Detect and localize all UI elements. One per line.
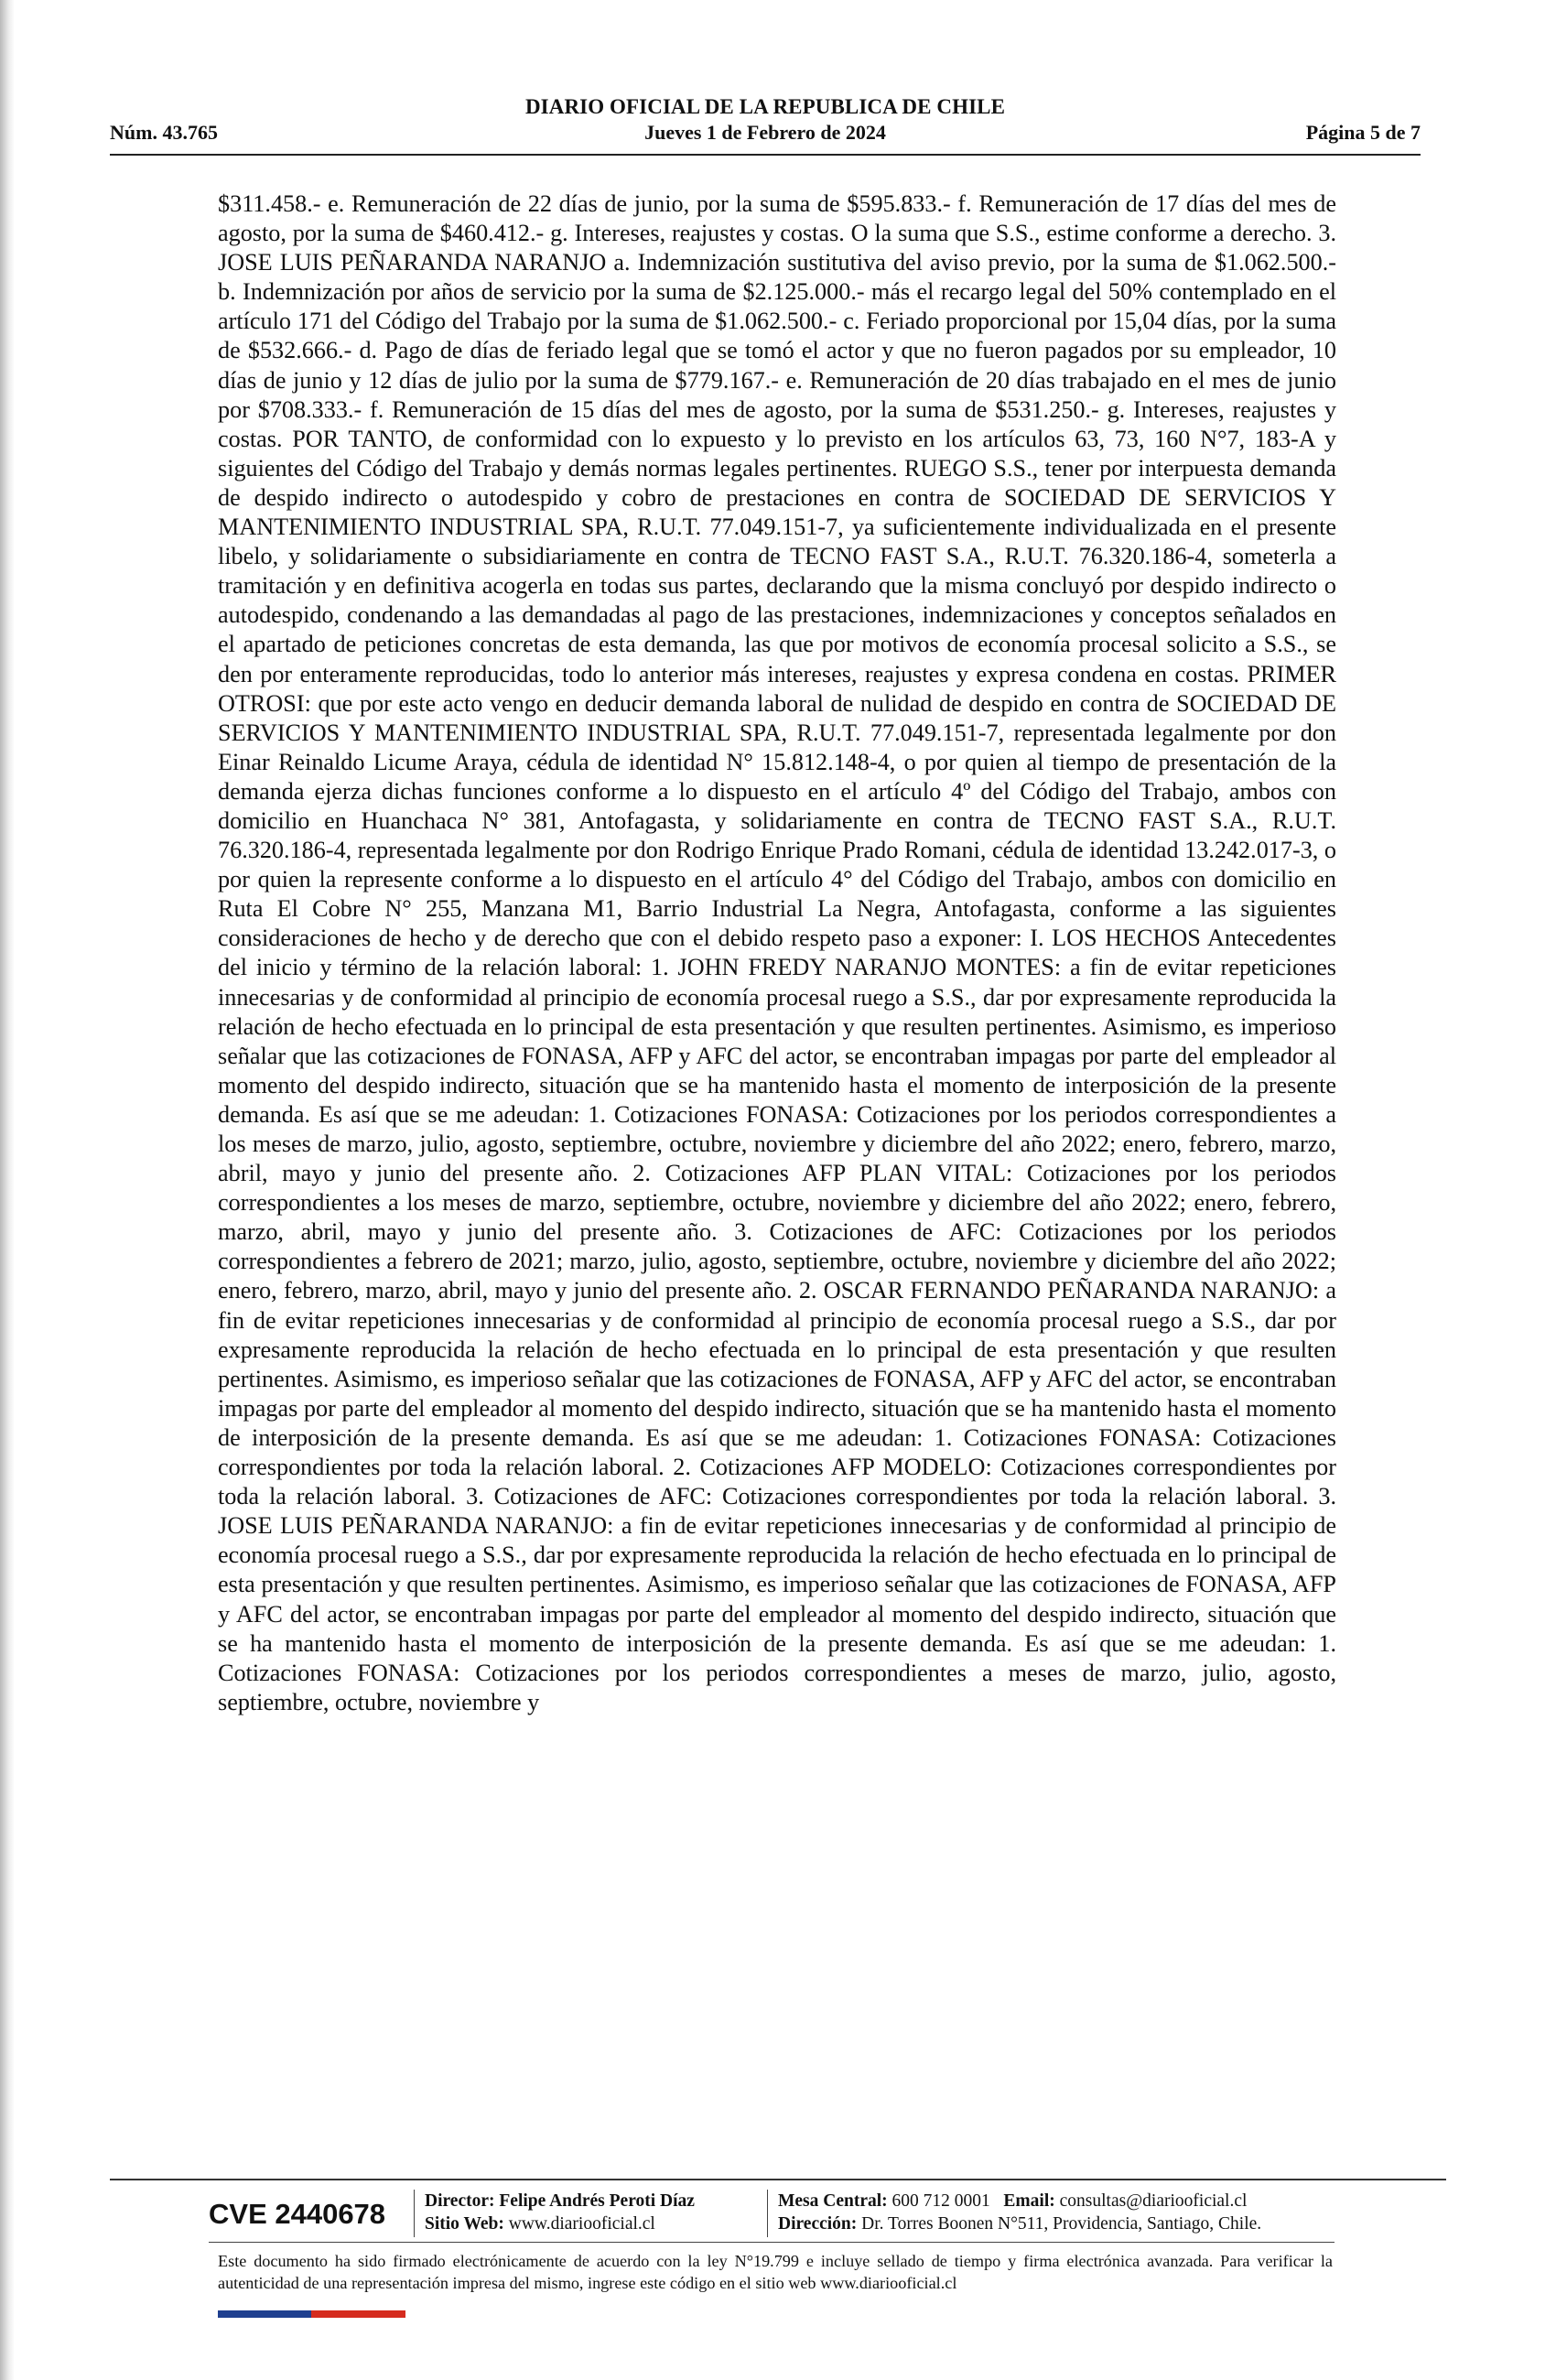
website-line — [425, 2212, 695, 2235]
footer-separator — [414, 2190, 415, 2237]
footer-inner-divider — [209, 2242, 1334, 2243]
director-line — [425, 2190, 695, 2212]
footer-separator — [767, 2190, 768, 2237]
email-link[interactable]: consultas@diariooficial.cl — [1059, 2191, 1248, 2211]
footer-director-block — [425, 2190, 695, 2235]
issue-date: Jueves 1 de Febrero de 2024 — [644, 121, 886, 144]
flag-red-segment — [311, 2310, 405, 2318]
publication-title: DIARIO OFICIAL DE LA REPUBLICA DE CHILE — [524, 95, 1006, 118]
address-text: Dr. Torres Boonen N°511, Providencia, Santiago, Chile. — [861, 2214, 1262, 2234]
phone-number: 600 712 0001 — [891, 2191, 990, 2211]
footer-divider — [110, 2179, 1446, 2180]
flag-blue-segment — [218, 2310, 311, 2318]
address-label: Dirección: — [778, 2214, 858, 2234]
director-name: Felipe Andrés Peroti Díaz — [499, 2191, 695, 2211]
footer-contact-block — [778, 2190, 1261, 2235]
address-line — [778, 2212, 1261, 2235]
body-text: $311.458.- e. Remuneración de 22 días de junio, por la suma de $595.833.- f. Remuneración de 17 días del mes de agosto, por la suma de $460.412.- g. Intereses, reajustes y costas. O la suma que S.S., estime conforme a derecho. 3. JOSE LUIS PEÑARANDA NARANJO a. Indemnización sustitutiva del aviso previo, por la suma de $1.062.500.- b. Indemnización por años de servicio por la suma de $2.125.000.- más el recargo legal del 50% contemplado en el artículo 171 del Código del Trabajo por la suma de $1.062.500.- c. Feriado proporcional por 15,04 días, por la suma de $532.666.- d. Pago de días de feriado legal que se tomó el actor y que no fueron pagados por su empleador, 10 días de junio y 12 días de julio por la suma de $779.167.- e. Remuneración de 20 días trabajado en el mes de junio por $708.333.- f. Remuneración de 15 días del mes de agosto, por la suma de $531.250.- g. Intereses, reajustes y costas. POR TANTO, de conformidad con lo expuesto y lo previsto en los artículos 63, 73, 160 N°7, 183-A y siguientes del Código del Trabajo y demás normas legales pertinentes. RUEGO S.S., tener por interpuesta demanda de despido indirecto o autodespido y cobro de prestaciones en contra de SOCIEDAD DE SERVICIOS Y MANTENIMIENTO INDUSTRIAL SPA, R.U.T. 77.049.151-7, ya suficientemente individualizada en el presente libelo, y solidariamente o subsidiariamente en contra de TECNO FAST S.A., R.U.T. 76.320.186-4, someterla a tramitación y en definitiva acogerla en todas sus partes, declarando que la misma concluyó por despido indirecto o autodespido, condenando a las demandadas al pago de las prestaciones, indemnizaciones y conceptos señalados en el apartado de peticiones concretas de esta demanda, las que por motivos de economía procesal solicito a S.S., se den por enteramente reproducidas, todo lo anterior más intereses, reajustes y expresa condena en costas. PRIMER OTROSI: que por este acto vengo en deducir demanda laboral de nulidad de despido en contra de SOCIEDAD DE SERVICIOS Y MANTENIMIENTO INDUSTRIAL SPA, R.U.T. 77.049.151-7, representada legalmente por don Einar Reinaldo Licume Araya, cédula de identidad N° 15.812.148-4, o por quien al tiempo de presentación de la demanda ejerza dichas funciones conforme a lo dispuesto en el artículo 4º del Código del Trabajo, ambos con domicilio en Huanchaca N° 381, Antofagasta, y solidariamente en contra de TECNO FAST S.A., R.U.T. 76.320.186-4, representada legalmente por don Rodrigo Enrique Prado Romani, cédula de identidad 13.242.017-3, o por quien la represente conforme a lo dispuesto en el artículo 4° del Código del Trabajo, ambos con domicilio en Ruta El Cobre N° 255, Manzana M1, Barrio Industrial La Negra, Antofagasta, conforme a las siguientes consideraciones de hecho y de derecho que con el debido respeto paso a exponer: I. LOS HECHOS Antecedentes del inicio y término de la relación laboral: 1. JOHN FREDY NARANJO MONTES: a fin de evitar repeticiones innecesarias y de conformidad al principio de economía procesal ruego a S.S., dar por expresamente reproducida la relación de hecho efectuada en lo principal de esta presentación y que resulten pertinentes. Asimismo, es imperioso señalar que las cotizaciones de FONASA, AFP y AFC del actor, se encontraban impagas por parte del empleador al momento del despido indirecto, situación que se ha mantenido hasta el momento de interposición de la presente demanda. Es así que se me adeudan: 1. Cotizaciones FONASA: Cotizaciones por los periodos correspondientes a los meses de marzo, julio, agosto, septiembre, octubre, noviembre y diciembre del año 2022; enero, febrero, marzo, abril, mayo y junio del presente año. 2. Cotizaciones AFP PLAN VITAL: Cotizaciones por los periodos correspondientes a los meses de marzo, septiembre, octubre, noviembre y diciembre del año 2022; enero, febrero, marzo, abril, mayo y junio del presente año. 3. Cotizaciones de AFC: Cotizaciones por los periodos correspondientes a febrero de 2021; marzo, julio, agosto, septiembre, octubre, noviembre y diciembre del año 2022; enero, febrero, marzo, abril, mayo y junio del presente año. 2. OSCAR FERNANDO PEÑARANDA NARANJO: a fin de evitar repeticiones innecesarias y de conformidad al principio de economía procesal ruego a S.S., dar por expresamente reproducida la relación de hecho efectuada en lo principal de esta presentación y que resulten pertinentes. Asimismo, es imperioso señalar que las cotizaciones de FONASA, AFP y AFC del actor, se encontraban impagas por parte del empleador al momento del despido indirecto, situación que se ha mantenido hasta el momento de interposición de la presente demanda. Es así que se me adeudan: 1. Cotizaciones FONASA: Cotizaciones correspondientes por toda la relación laboral. 2. Cotizaciones AFP MODELO: Cotizaciones correspondientes por toda la relación laboral. 3. Cotizaciones de AFC: Cotizaciones correspondientes por toda la relación laboral. 3. JOSE LUIS PEÑARANDA NARANJO: a fin de evitar repeticiones innecesarias y de conformidad al principio de economía procesal ruego a S.S., dar por expresamente reproducida la relación de hecho efectuada en lo principal de esta presentación y que resulten pertinentes. Asimismo, es imperioso señalar que las cotizaciones de FONASA, AFP y AFC del actor, se encontraban impagas por parte del empleador al momento del despido indirecto, situación que se ha mantenido hasta el momento de interposición de la presente demanda. Es así que se me adeudan: 1. Cotizaciones FONASA: Cotizaciones por los periodos correspondientes a meses de marzo, julio, agosto, septiembre, octubre, noviembre y — [218, 190, 1336, 1715]
website-link[interactable]: www.diariooficial.cl — [508, 2214, 655, 2234]
legal-notice: Este documento ha sido firmado electrónicamente de acuerdo con la ley N°19.799 e incluye sellado de tiempo y firma electrónica avanzada. Para verificar la autenticidad de una representación impresa del mismo, ingrese este código en el sitio web www.diariooficial.cl — [218, 2252, 1333, 2292]
issue-number: Núm. 43.765 — [110, 121, 218, 144]
header-divider — [110, 154, 1421, 156]
page-header — [110, 92, 1421, 152]
flag-stripe — [218, 2310, 405, 2318]
page-number: Página 5 de 7 — [1305, 121, 1421, 144]
director-label: Director: — [425, 2191, 495, 2211]
website-label: Sitio Web: — [425, 2214, 504, 2234]
page-edge-shadow — [0, 0, 15, 2380]
phone-label: Mesa Central: — [778, 2191, 888, 2211]
cve-code: CVE 2440678 — [209, 2198, 386, 2230]
contact-line — [778, 2190, 1261, 2212]
email-label: Email: — [1003, 2191, 1055, 2211]
